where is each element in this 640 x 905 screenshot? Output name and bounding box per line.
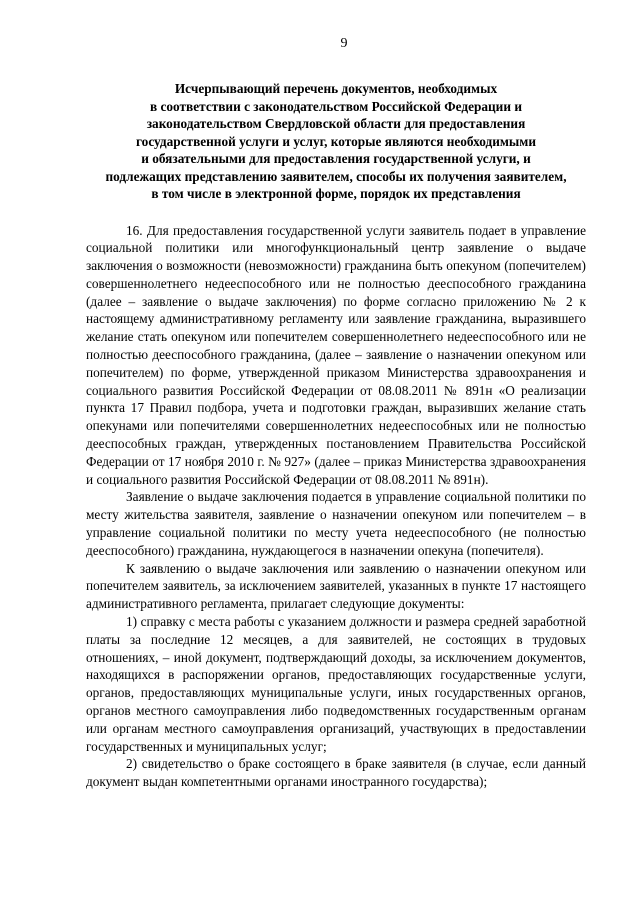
heading-line: законодательством Свердловской области для предоставления (146, 116, 526, 131)
paragraph-submission: Заявление о выдаче заключения подается в управление социальной политики по месту жительства заявителя, заявление о назначении опекуном или попечителем – в управление социальной политики по месту учета недееспособного (не полностью дееспособного) гражданина, нуждающегося в назначении опекуна (попечителя). (86, 489, 586, 558)
heading-line: подлежащих представлению заявителем, способы их получения заявителем, (105, 168, 567, 184)
heading-line: и обязательными для предоставления государственной услуги, и (141, 151, 531, 166)
list-item-2: 2) свидетельство о браке состоящего в браке заявителя (в случае, если данный документ выдан компетентными органами иностранного государства); (86, 756, 586, 790)
paragraph-16: 16. Для предоставления государственной услуги заявитель подает в управление социальной политики или многофункциональный центр заявление о выдаче заключения о возможности (невозможности) гражданина быть опекуном (попечителем) совершеннолетнего недееспособного или не полностью дееспособного гражданина (далее – заявление о выдаче заключения) по форме согласно приложению № 2 к настоящему административному регламенту или заявление гражданина, выразившего желание стать опекуном или попечителем совершеннолетнего недееспособного или не полностью дееспособного гражданина, (далее – заявление о назначении опекуном или попечителем) по форме, утвержденной приказом Министерства здравоохранения и социального развития Российской Федерации от 08.08.2011 № 891н «О реализации пункта 17 Правил подбора, учета и подготовки граждан, выразивших желание стать опекунами или попечителями совершеннолетних недееспособных или не полностью дееспособных граждан, утвержденных постановлением Правительства Российской Федерации от 17 ноября 2010 г. № 927» (далее – приказ Министерства здравоохранения и социального развития Российской Федерации от 08.08.2011 № 891н). (86, 222, 586, 487)
heading-line: в том числе в электронной форме, порядок их представления (151, 186, 521, 201)
list-item-1: 1) справку с места работы с указанием должности и размера средней заработной платы за последние 12 месяцев, а для заявителей, не состоящих в трудовых отношениях, – иной документ, подтверждающий доходы, за исключением документов, находящихся в распоряжении органов, предоставляющих государственные услуги, органов, предоставляющих муниципальные услуги, иных государственных органов, органов местного самоуправления либо подведомственных государственным органам или органам местного самоуправления организаций, участвующих в предоставлении государственных и муниципальных услуг; (86, 614, 586, 754)
page-number: 9 (340, 36, 348, 51)
body-text (86, 222, 586, 792)
paragraph-documents-intro: К заявлению о выдаче заключения или заявлению о назначении опекуном или попечителем заявитель, за исключением заявителей, указанных в пункте 17 настоящего административного регламента, прилагает следующие документы: (86, 560, 586, 612)
heading-line: государственной услуги и услуг, которые являются необходимыми (135, 133, 537, 149)
heading-line: в соответствии с законодательством Российской Федерации и (149, 98, 522, 114)
section-heading (82, 80, 590, 203)
heading-line: Исчерпывающий перечень документов, необходимых (174, 81, 498, 96)
